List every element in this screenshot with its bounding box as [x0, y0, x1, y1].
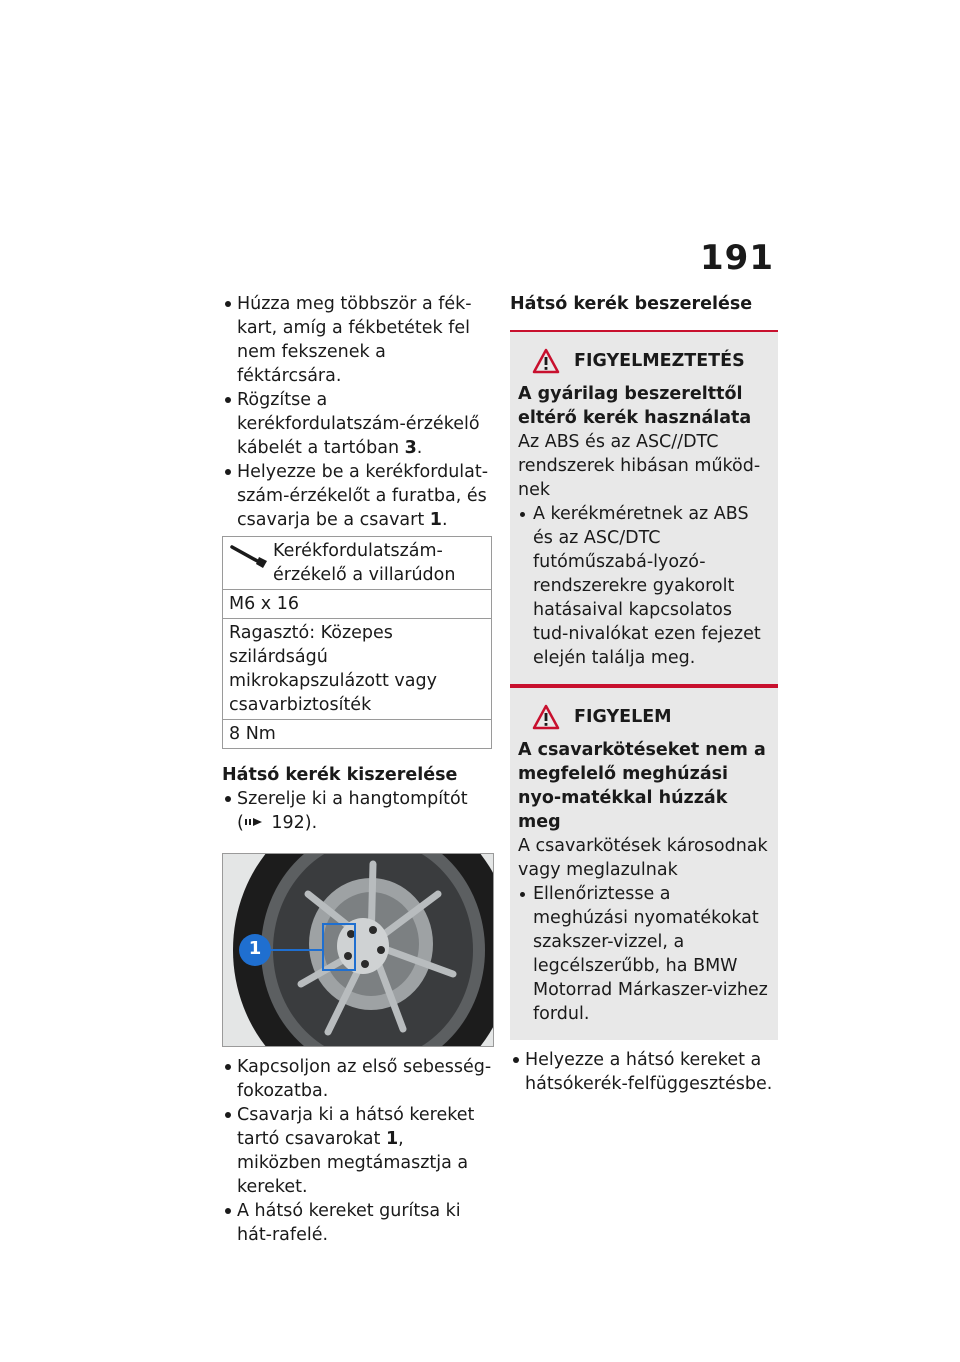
- callout-number: 1: [248, 938, 262, 959]
- warning-triangle-icon: [532, 704, 560, 730]
- list-item: Csavarja ki a hátsó kereket tartó csavarokat 1, miközben megtámasztja a kereket.: [222, 1103, 492, 1199]
- caution-box: [510, 688, 778, 1040]
- right-column: [510, 292, 778, 1096]
- caution-text: A csavarkötések károsodnak vagy meglazulnak: [518, 836, 768, 880]
- list-item: Húzza meg többször a fék-kart, amíg a fékbetétek fel nem fekszenek a féktárcsára.: [222, 292, 492, 388]
- section-heading: Hátsó kerék beszerelése: [510, 294, 753, 314]
- torque-spec-table: [222, 536, 492, 749]
- list-item: Kapcsoljon az első sebesség-fokozatba.: [222, 1055, 492, 1103]
- list-item: Szerelje ki a hangtompítót ( 192).: [222, 787, 492, 835]
- warning-triangle-icon: [532, 348, 560, 374]
- list-item: Helyezze be a kerékfordulat-szám-érzékelőt a furatba, és csavarja be a csavart 1.: [222, 460, 492, 532]
- warning-bullet: A kerékméretnek az ABS és az ASC/DTC futóműszabá-lyozó-rendszerekre gyakorolt hatásaival kapcsolatos tud-nivalókat ezen fejezet elején találja meg.: [518, 502, 770, 670]
- left-column: [222, 292, 492, 1247]
- spec-adhesive: Ragasztó: Közepes szilárdságú mikrokapszulázott vagy csavarbiztosíték: [223, 619, 492, 720]
- caution-bullet: Ellenőriztesse a meghúzási nyomatékokat szakszer-vizzel, a legcélszerűbb, ha BMW Motorrad Márkaszer-vizhez fordul.: [518, 882, 770, 1026]
- section-heading: Hátsó kerék kiszerelése: [222, 765, 458, 785]
- list-item: Rögzítse a kerékfordulatszám-érzékelő kábelét a tartóban 3.: [222, 388, 492, 460]
- spec-torque: 8 Nm: [223, 720, 492, 749]
- list-item: A hátsó kereket gurítsa ki hát-rafelé.: [222, 1199, 492, 1247]
- warning-subtitle: A gyárilag beszerelttől eltérő kerék használata: [518, 384, 752, 428]
- spec-title: Kerékfordulatszám-érzékelő a villarúdon: [273, 541, 456, 585]
- warning-box: [510, 332, 778, 684]
- wrench-icon: [229, 539, 273, 587]
- warning-text: Az ABS és az ASC//DTC rendszerek hibásan működ-nek: [518, 432, 761, 500]
- caution-subtitle: A csavarkötéseket nem a megfelelő meghúzási nyo-matékkal húzzák meg: [518, 740, 766, 832]
- caution-title: FIGYELEM: [532, 704, 770, 730]
- wheel-illustration: [223, 854, 493, 1046]
- page-number: 191: [700, 238, 774, 278]
- list-item: Helyezze a hátsó kereket a hátsókerék-felfüggesztésbe.: [510, 1048, 778, 1096]
- spec-size: M6 x 16: [223, 590, 492, 619]
- reference-link[interactable]: ( 192).: [237, 813, 318, 833]
- spec-title-cell: [223, 537, 492, 590]
- warning-title: FIGYELMEZTETÉS: [532, 348, 770, 374]
- wheel-photo: [222, 853, 494, 1047]
- arrow-right-icon: [244, 816, 266, 828]
